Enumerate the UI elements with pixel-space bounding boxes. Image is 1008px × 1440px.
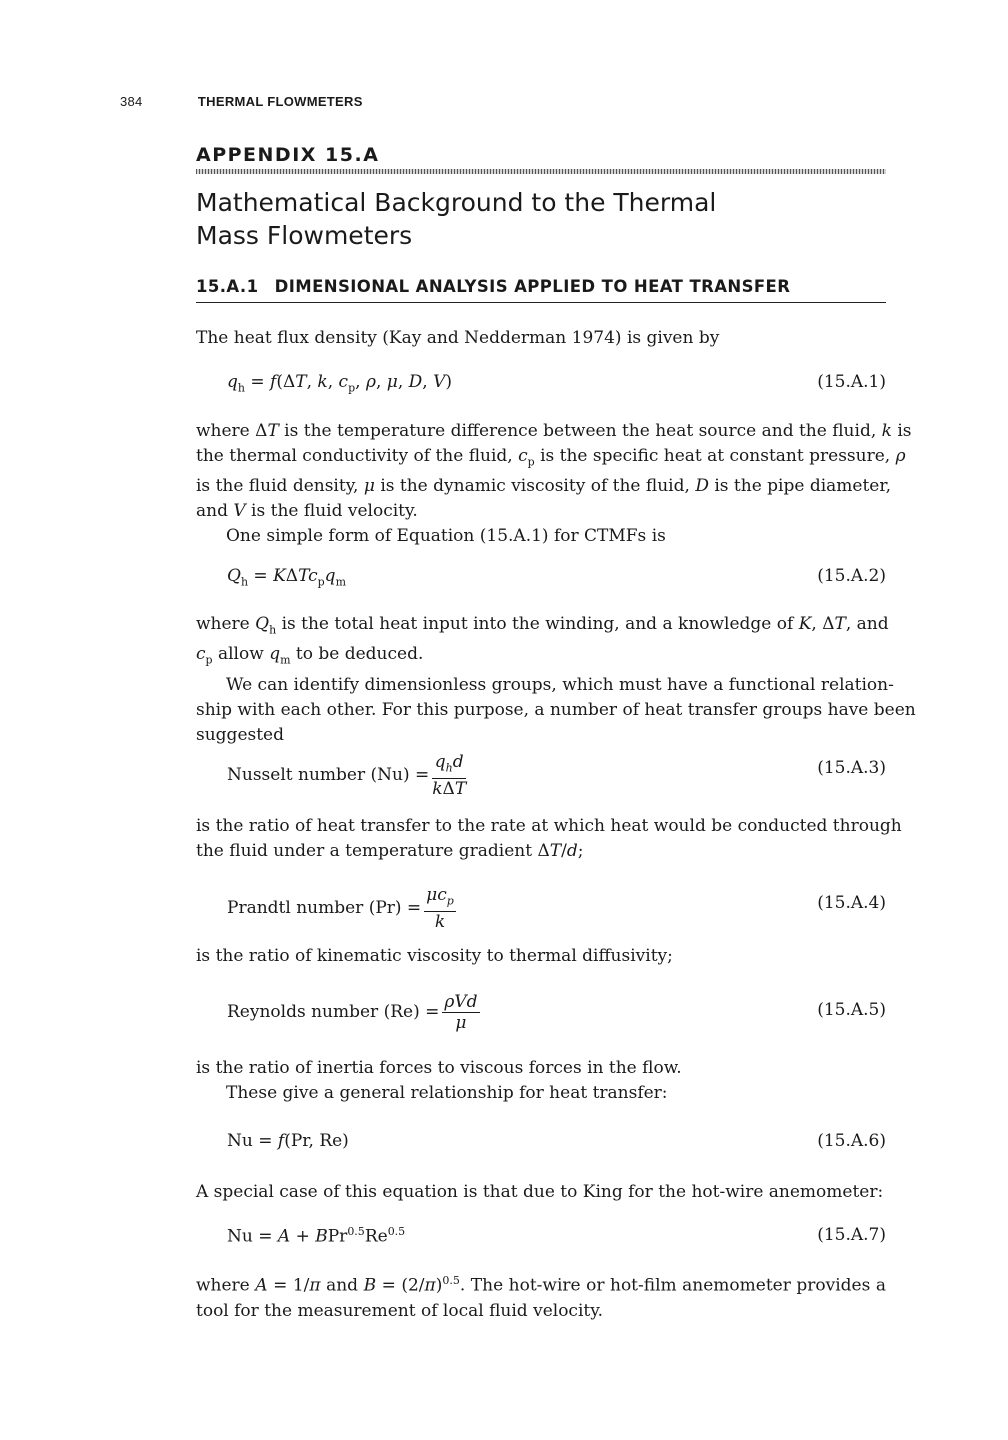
section-title: DIMENSIONAL ANALYSIS APPLIED TO HEAT TRANSFER (274, 277, 791, 296)
paragraph-reynolds-meaning (196, 1056, 886, 1106)
paragraph-variable-definitions (196, 419, 912, 549)
text-line: suggested (196, 724, 284, 745)
prandtl-fraction: $\frac{\mu c_p}{k}$ (426, 885, 454, 933)
equation-15A3-number: (15.A.3) (817, 758, 886, 778)
equation-15A7-number: (15.A.7) (817, 1225, 886, 1245)
paragraph-dimensionless-groups (196, 612, 916, 748)
text-line: is the ratio of inertia forces to viscous forces in the flow. (196, 1058, 682, 1078)
equation-15A7-formula: $Nu = A + BPr^{0.5}Re^{0.5}$ (227, 1225, 406, 1247)
equation-15A4 (227, 885, 886, 937)
paragraph-king-constants (196, 1268, 886, 1324)
paragraph-heat-flux-intro: The heat flux density (Kay and Nedderman 1974) is given by (196, 328, 720, 348)
equation-15A4-label: Prandtl number (Pr) = (227, 898, 422, 919)
equation-15A7 (227, 1225, 886, 1255)
running-title: THERMAL FLOWMETERS (197, 94, 363, 109)
equation-15A5-formula (227, 992, 483, 1033)
equation-15A2 (227, 566, 886, 596)
section-heading (196, 277, 886, 303)
paragraph-king-special-case: A special case of this equation is that due to King for the hot-wire anemometer: (196, 1182, 884, 1202)
equation-15A3-formula (227, 752, 469, 799)
running-head (120, 94, 363, 109)
text-line: and V is the fluid velocity. (196, 501, 418, 522)
section-number: 15.A.1 (196, 277, 259, 296)
text-line: the fluid under a temperature gradient ΔT/d; (196, 841, 584, 861)
reynolds-fraction: $\frac{\text{ρVd}}{\mu}$ (444, 992, 478, 1033)
appendix-label: APPENDIX 15.A (196, 144, 380, 166)
equation-15A6-formula: Nu = f(Pr, Re) (227, 1131, 349, 1151)
text-line: where ΔT is the temperature difference between the heat source and the fluid, k is (196, 421, 912, 441)
appendix-title-line-1: Mathematical Background to the Thermal (196, 188, 717, 217)
text-line: $c_p$ allow $q_m$ to be deduced. (196, 644, 424, 667)
equation-15A4-number: (15.A.4) (817, 893, 886, 913)
text-line: tool for the measurement of local fluid velocity. (196, 1300, 603, 1321)
paragraph-nusselt-meaning (196, 814, 902, 864)
equation-15A5-label: Reynolds number (Re) = (227, 1002, 440, 1022)
equation-15A6 (227, 1131, 886, 1161)
appendix-title (196, 186, 716, 252)
text-line: where A = 1/π and $B = (2/\pi)^{0.5}$. The hot-wire or hot-film anemometer provides a (196, 1274, 886, 1296)
paragraph-prandtl-meaning: is the ratio of kinematic viscosity to thermal diffusivity; (196, 946, 673, 966)
equation-15A1-formula: $q_h = f(\Delta T$, k, $c_p$, ρ, μ, D, V) (227, 372, 452, 395)
text-line: is the fluid density, μ is the dynamic viscosity of the fluid, D is the pipe diameter, (196, 476, 892, 497)
equation-15A2-number: (15.A.2) (817, 566, 886, 586)
equation-15A4-formula (227, 885, 459, 932)
text-line: is the ratio of heat transfer to the rate at which heat would be conducted through (196, 816, 902, 836)
text-line: We can identify dimensionless groups, which must have a functional relation- (226, 674, 894, 695)
appendix-title-line-2: Mass Flowmeters (196, 221, 413, 250)
equation-15A3 (227, 752, 886, 802)
equation-15A3-label: Nusselt number (Nu) = (227, 765, 430, 786)
equation-15A5-number: (15.A.5) (817, 1000, 886, 1020)
nusselt-fraction: $\frac{q_hd}{\text{kΔT}}$ (432, 752, 467, 800)
text-line: One simple form of Equation (15.A.1) for CTMFs is (226, 526, 666, 547)
text-line: ship with each other. For this purpose, a number of heat transfer groups have been (196, 699, 916, 720)
equation-15A1-number: (15.A.1) (817, 372, 886, 392)
equation-15A6-number: (15.A.6) (817, 1131, 886, 1151)
equation-15A2-formula: $Q_h = K\Delta Tc_pq_m$ (227, 566, 346, 589)
text-line: the thermal conductivity of the fluid, $c_p$ is the specific heat at constant pressure, ρ (196, 446, 906, 469)
text-line: These give a general relationship for heat transfer: (226, 1083, 668, 1103)
equation-15A5 (227, 992, 886, 1044)
equation-15A1 (227, 372, 886, 402)
decorative-hatch-bar (196, 169, 886, 174)
text-line: where $Q_h$ is the total heat input into the winding, and a knowledge of K, ΔT, and (196, 614, 889, 637)
page-number: 384 (120, 94, 143, 109)
